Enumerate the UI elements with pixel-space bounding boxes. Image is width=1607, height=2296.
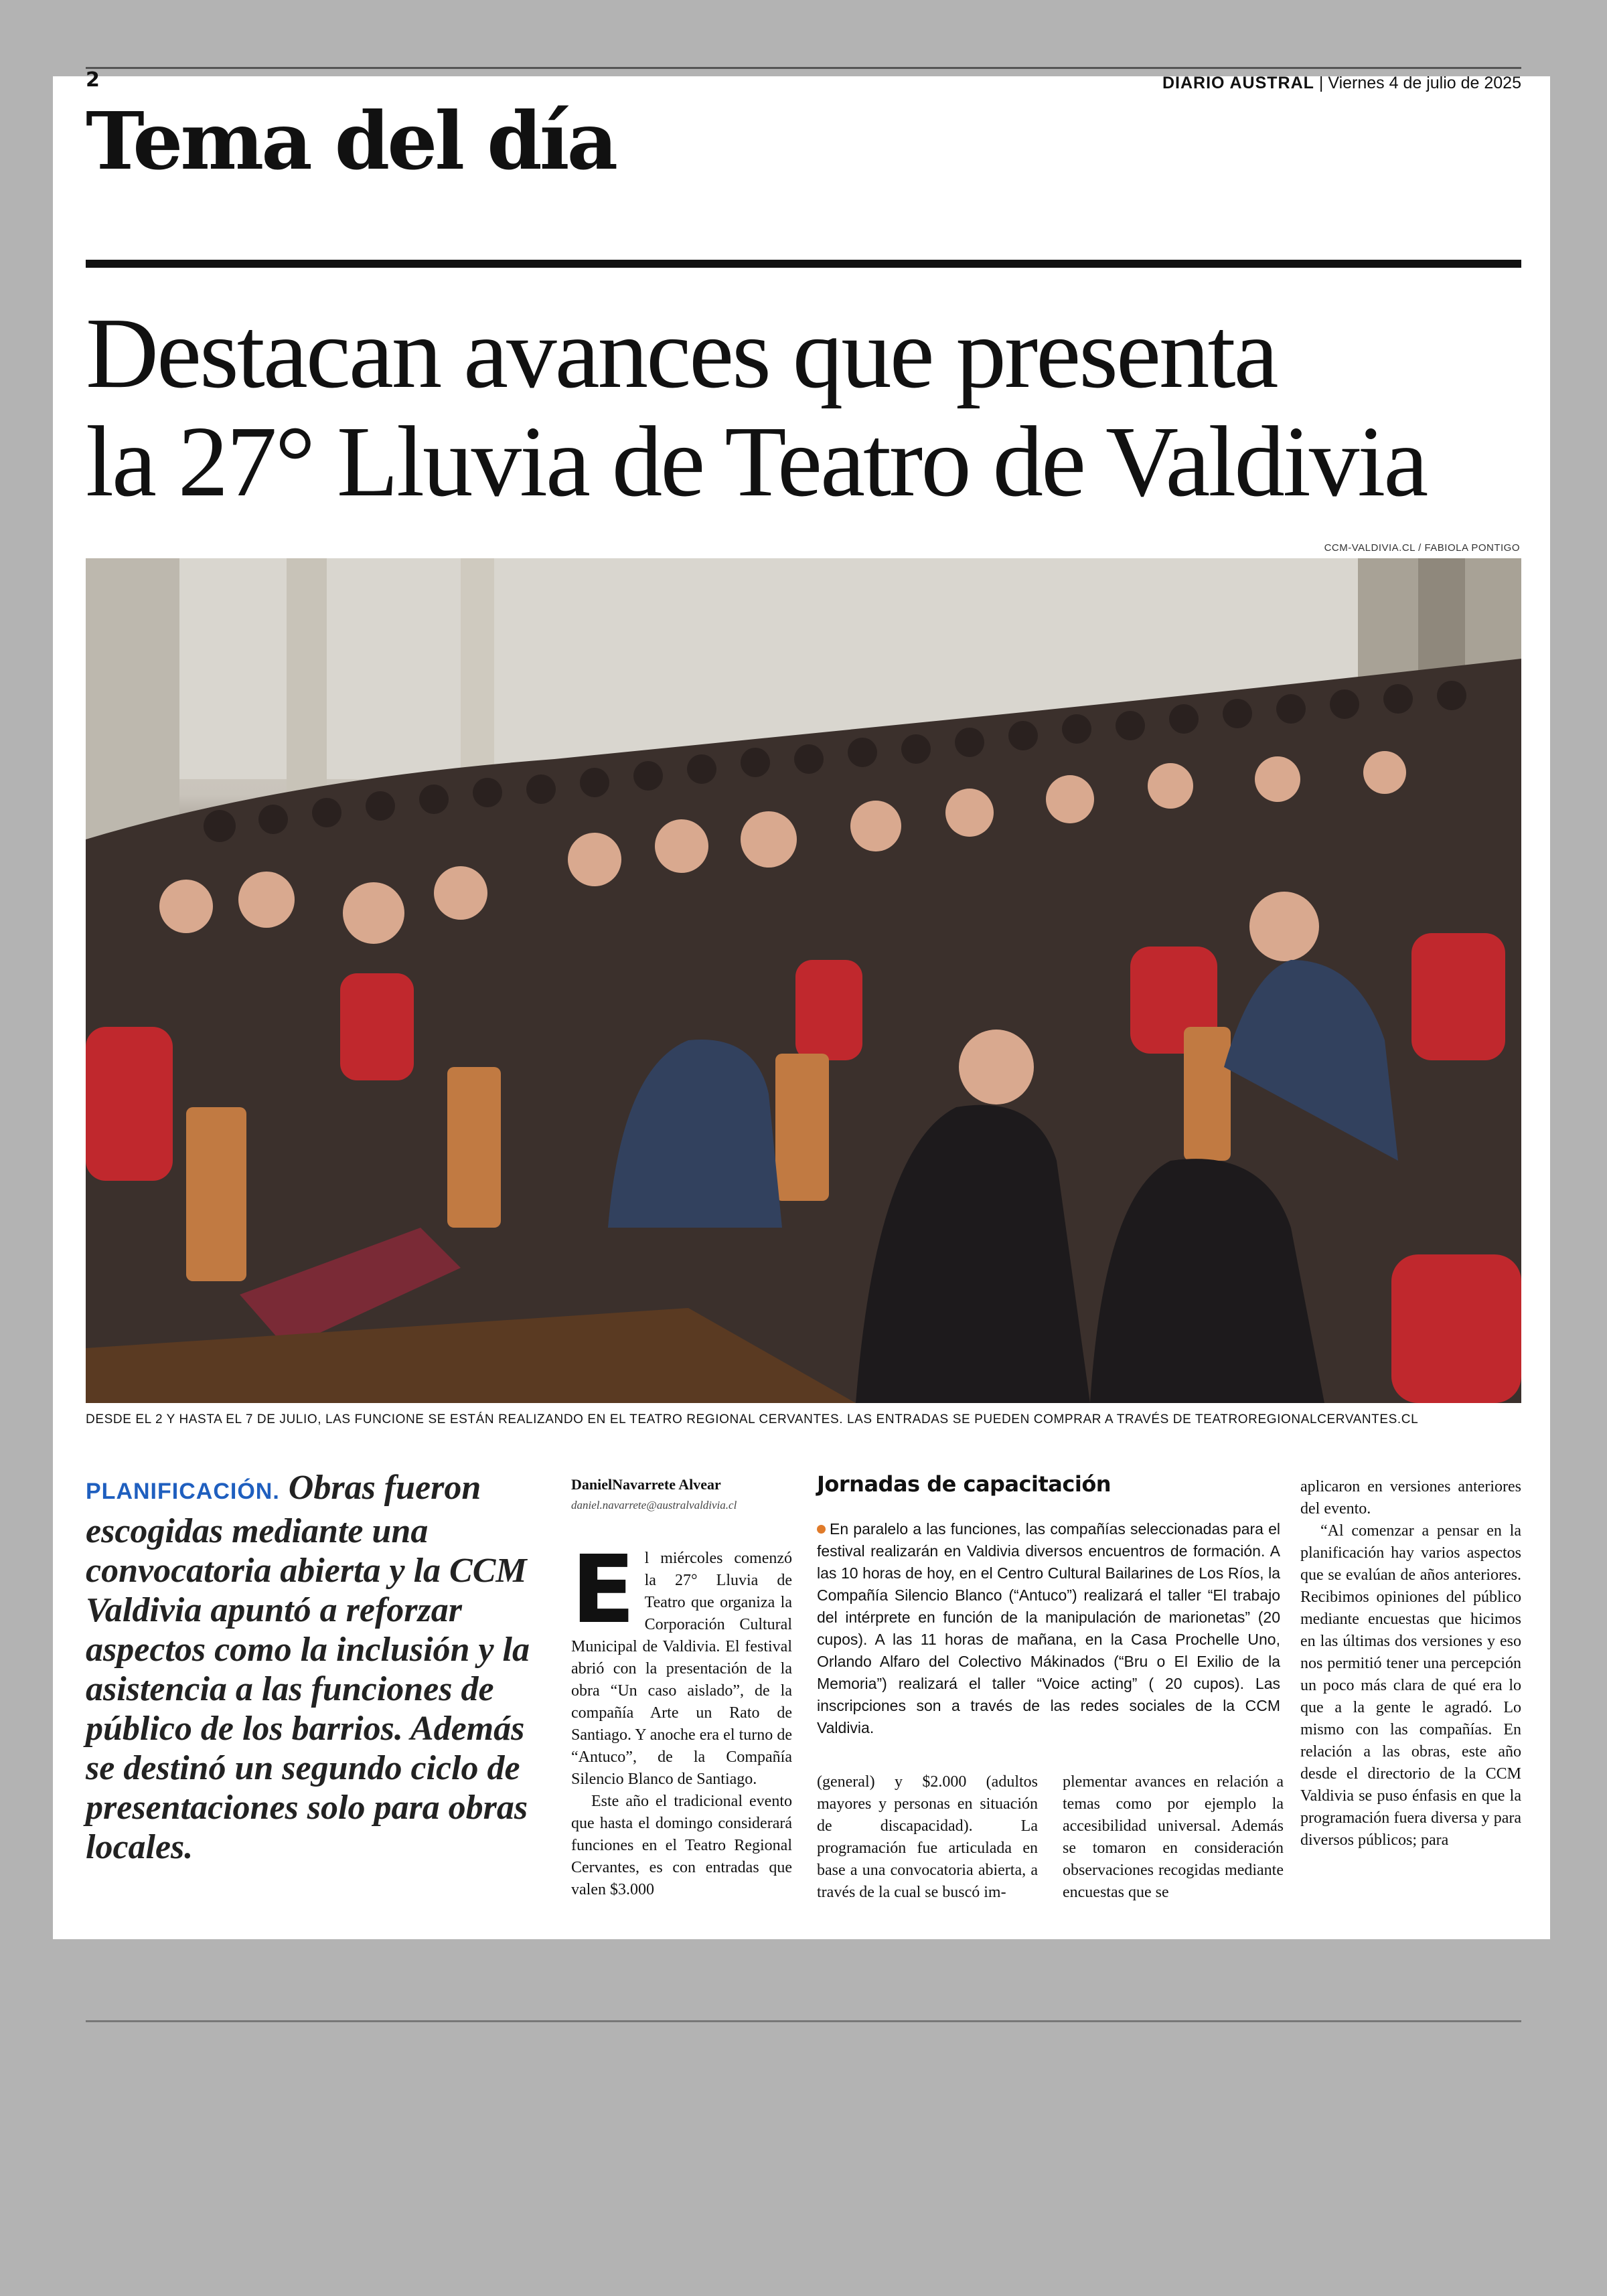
body-paragraph-2: Este año el tradicional evento que hasta el domingo considerará funciones en el Teatro Regional Cervantes, es con entradas que valen $3.000 [571, 1793, 792, 1898]
page-number: 2 [86, 68, 100, 92]
body-column-2 [817, 1771, 1038, 1904]
photo-credit: CCM-VALDIVIA.CL / FABIOLA PONTIGO [1324, 542, 1520, 554]
bullet-dot-icon [817, 1525, 826, 1534]
top-divider [86, 67, 1521, 69]
sidebar-box-body: En paralelo a las funciones, las compañías seleccionadas para el festival realizarán en Valdivia diversos encuentros de formación. A las 10 horas de hoy, en el Centro Cultural Bailarines de Los Ríos, la Compañía Silencio Blanco (“Antuco”) realizará el taller “El trabajo del intérprete en función de la manipulación de marionetas” (20 cupos). A las 11 horas de mañana, en la Casa Prochelle Uno, Orlando Alfaro del Colectivo Mákinados (“Bru o El Exilio de la Memoria”) realizará el taller “Voice acting” ( 20 cupos). Las inscripciones son a través de las redes sociales de la CCM Valdivia. [817, 1520, 1280, 1736]
publication-name: DIARIO AUSTRAL [1162, 74, 1314, 92]
dateline-separator: | [1318, 74, 1328, 92]
lead-kicker: PLANIFICACIÓN. [86, 1479, 280, 1504]
body-paragraph-1 [571, 1536, 792, 1791]
section-rule [86, 260, 1521, 268]
photo-caption: DESDE EL 2 Y HASTA EL 7 DE JULIO, LAS FUNCIONE SE ESTÁN REALIZANDO EN EL TEATRO REGIONAL CERVANTES. LAS ENTRADAS SE PUEDEN COMPRAR A TRAVÉS DE TEATROREGIONALCERVANTES.CL [86, 1412, 1419, 1426]
body-column-4 [1300, 1476, 1521, 1852]
author-email: daniel.navarrete@australvaldivia.cl [571, 1499, 737, 1511]
byline [571, 1476, 737, 1512]
body-column-2-text: (general) y $2.000 (adultos mayores y personas en situación de discapacidad). La programación fue articulada en base a una convocatoria abierta, a través de la cual se buscó im- [817, 1773, 1038, 1901]
body-column-4-paragraph-2: “Al comenzar a pensar en la planificación hay varios aspectos que se evalúan de años anteriores. Recibimos opiniones del público mediante encuestas que hicimos en las últimas dos versiones y eso nos permitió tener una percepción un poco más clara de qué era lo que a la gente le agradó. Lo mismo con las compañías. En relación a las obras, este año desde el directorio de la CCM Valdivia se puso énfasis en que la programación fuera diversa y para diversos públicos; para [1300, 1522, 1521, 1849]
publication-date: Viernes 4 de julio de 2025 [1328, 74, 1521, 92]
headline [86, 299, 1521, 515]
article-lead [86, 1468, 554, 1867]
bottom-divider [86, 2020, 1521, 2022]
sidebar-box-text [817, 1518, 1280, 1739]
body-column-1 [571, 1536, 792, 1901]
lead-text: Obras fueron escogidas mediante una convocatoria abierta y la CCM Valdivia apuntó a reforzar aspectos como la inclusión y la asistencia a las funciones de público de los barrios. Además se destinó un segundo ciclo de presentaciones solo para obras locales. [86, 1469, 530, 1866]
body-paragraph-1-text: l miércoles comenzó la 27° Lluvia de Teatro que organiza la Corporación Cultural Municipal de Valdivia. El festival abrió con la presentación de la obra “Un caso aislado”, de la compañía Arte un Rato de Santiago. Y anoche era el turno de “Antuco”, de la Compañía Silencio Blanco de Santiago. [571, 1550, 792, 1788]
drop-cap: E [571, 1536, 635, 1645]
section-title: Tema del día [86, 94, 616, 187]
author-name: DanielNavarrete Alvear [571, 1476, 721, 1493]
audience-photo [86, 558, 1521, 1403]
body-column-4-paragraph-1: aplicaron en versiones anteriores del evento. [1300, 1478, 1521, 1518]
theatre-audience-illustration [86, 558, 1521, 1403]
headline-line-2: la 27° Lluvia de Teatro de Valdivia [86, 405, 1427, 517]
dateline [1162, 74, 1521, 93]
body-column-3 [1063, 1771, 1284, 1904]
sidebar-box-title: Jornadas de capacitación [817, 1471, 1112, 1497]
headline-line-1: Destacan avances que presenta [86, 297, 1277, 409]
body-column-3-text: plementar avances en relación a temas como por ejemplo la accesibilidad universal. Además se tomaron en consideración observaciones recogidas mediante encuestas que se [1063, 1773, 1284, 1901]
